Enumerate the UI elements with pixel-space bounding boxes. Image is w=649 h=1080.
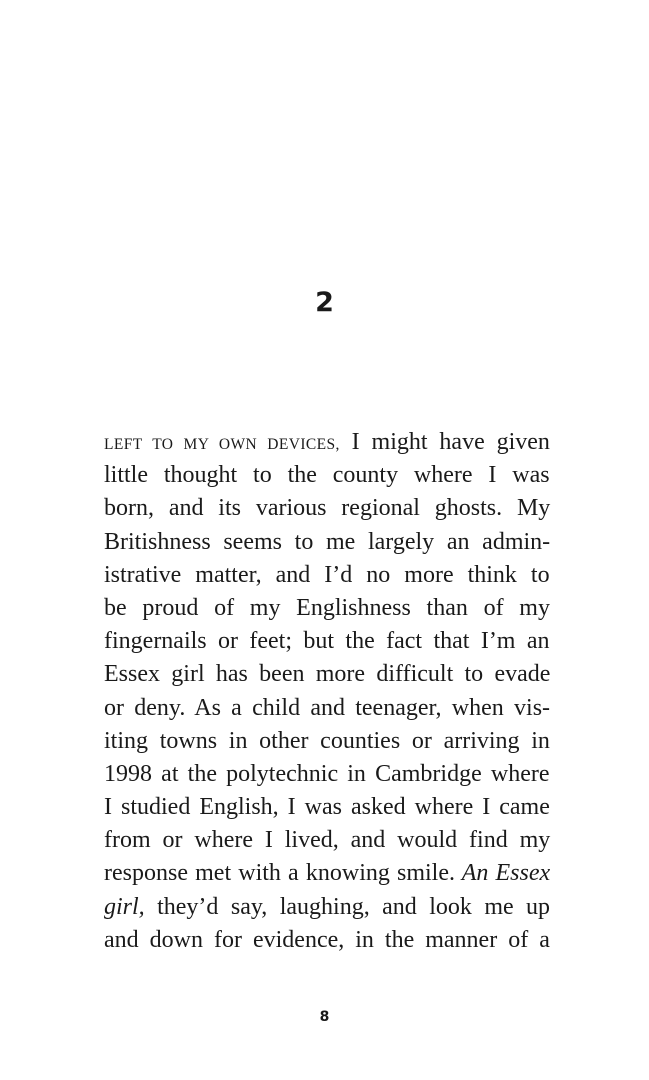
text-line-6: be proud of my Englishness than of my	[104, 594, 550, 621]
text-line-15	[104, 891, 550, 924]
body-paragraph	[104, 426, 550, 957]
text-line-7: fingernails or feet; but the fact that I’m an	[104, 628, 550, 655]
chapter-number: 2	[315, 287, 334, 318]
text-line-13: from or where I lived, and would find my	[104, 827, 551, 854]
italic-phrase: An Essex	[455, 860, 551, 887]
page-number: 8	[319, 1009, 330, 1025]
text-line-10: iting towns in other counties or arriving in	[104, 727, 550, 754]
text-line-1	[104, 426, 550, 459]
text-line-11: 1998 at the polytechnic in Cambridge where	[104, 760, 550, 787]
text-line-16: and down for evidence, in the manner of a	[104, 926, 550, 953]
smallcaps-opening: LEFT TO MY OWN DEVICES,	[104, 436, 340, 453]
text-line-2: little thought to the county where I was	[104, 462, 550, 489]
text-line-9: or deny. As a child and teenager, when vis-	[104, 694, 551, 721]
text-line-3: born, and its various regional ghosts. My	[104, 495, 551, 522]
line-text: they’d say, laughing, and look me up	[144, 893, 551, 920]
text-line-8: Essex girl has been more difficult to evade	[104, 661, 551, 688]
text-line-12: I studied English, I was asked where I came	[104, 794, 550, 821]
line-text: I might have given	[339, 429, 550, 455]
text-line-4: Britishness seems to me largely an admin-	[104, 528, 551, 555]
text-line-5: istrative matter, and I’d no more think to	[104, 561, 550, 588]
text-line-14	[104, 857, 550, 890]
line-text: response met with a knowing smile.	[104, 860, 455, 887]
italic-phrase: girl,	[104, 893, 145, 920]
